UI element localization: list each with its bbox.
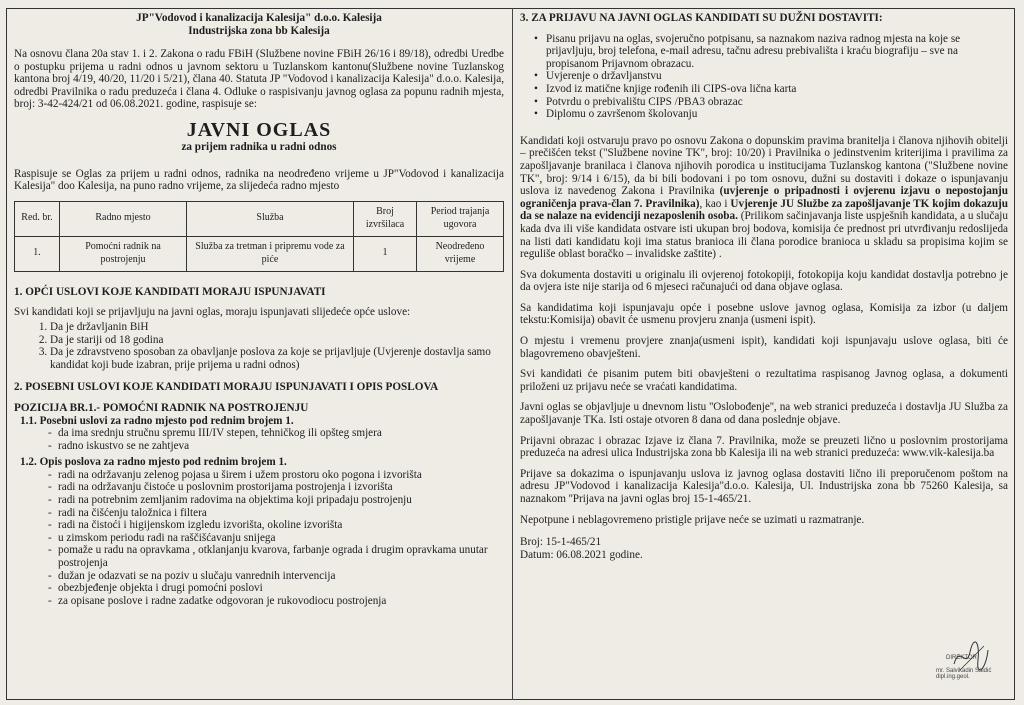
- list-item: - dužan je odazvati se na poziv u slučaju vanrednih intervencija: [58, 570, 504, 583]
- list-item: - obezbjeđenje objekta i drugi pomoćni poslovi: [58, 582, 504, 595]
- documents-paragraph: Sva dokumenta dostaviti u originalu ili ovjerenoj fotokopiji, fotokopija koju kandidat dostavlja potrebno je da ovjera iste nije starija od 6 mjeseci računajući od dana objave oglasa.: [520, 268, 1008, 294]
- required-documents-list: [520, 33, 1008, 121]
- table-cell: 1.: [15, 236, 60, 271]
- list-item: • Diplomu o završenom školovanju: [546, 108, 1008, 121]
- veterans-text-a: Kandidati koji ostvaruju pravo po osnovu Zakona o dopunskim pravima branitelja i članova njihovih obitelji – prečišćen tekst ("Službene novine TK", broj: 10/20) i Pravilnika o jedinstvenim kriterijima i pravilima za zapošljavanje branilaca i članova njihovih porodica u institucijama Tuzlanskog kantona ("Službene novine TK", broj: 9/14 i 6/15), da bi bili bodovani i po tom osnovu, dužni su dostaviti i dokaze o ispunjavanju uslova iz navedenog Zakona i Pravilnika: [520, 134, 1008, 198]
- table-header-cell: Broj izvršilaca: [354, 201, 417, 236]
- page-title: JAVNI OGLAS: [186, 118, 332, 141]
- form-paragraph: Prijavni obrazac i obrazac Izjave iz člana 7. Pravilnika, može se preuzeti lično u poslovnim prostorijama preduzeća na adresi ulica Industrijska zona bb Kalesija ili na web stranici preduzeća: www.vik-kalesija.ba: [520, 434, 1008, 460]
- special-conditions-list: [14, 427, 504, 452]
- announce-paragraph: Raspisuje se Oglas za prijem u radni odnos, radnika na neodređeno vrijeme u JP"Vodovod i kanalizacija Kalesija" doo Kalesija, na puno radno vrijeme, za slijedeća radno mjesto: [14, 167, 504, 193]
- position-table: [14, 201, 504, 272]
- table-header-row: [15, 201, 504, 236]
- position-title: POZICIJA BR.1.- POMOĆNI RADNIK NA POSTROJENJU: [14, 401, 309, 414]
- table-cell: Neodređeno vrijeme: [417, 236, 504, 271]
- table-cell: Služba za tretman i pripremu vode za piće: [187, 236, 354, 271]
- subsection-1-1-title: 1.1. Posebni uslovi za radno mjesto pod rednim brojem 1.: [20, 414, 294, 427]
- veterans-text-e: (Prilikom sačinjavanja liste uspješnih kandidata, a u slučaju kada dva ili više kandidata ostvare isti ukupan broj bodova, komisija će prednost pri utvrđivanju redoslijeda na listi dati kandidatu koji ima status branioca ili člana porodice branioca u skladu sa propisima kojim se reguliše oblast boračko – invalidske zaštite) .: [520, 210, 1008, 261]
- company-address: Industrijska zona bb Kalesija: [188, 25, 330, 37]
- list-item: - da ima srednju stručnu spremu III/IV stepen, tehničkog ili opšteg smjera: [58, 427, 504, 440]
- table-row: [15, 236, 504, 271]
- page-subtitle: za prijem radnika u radni odnos: [181, 140, 337, 153]
- list-item: - pomaže u radu na opravkama , otklanjanju kvarova, farbanje ograda i drugim opravkama unutar postrojenja: [58, 544, 504, 569]
- list-item: • Pisanu prijavu na oglas, svojeručno potpisanu, sa naznakom naziva radnog mjesta na koje se prijavljuju, broj telefona, e-mail adresu, tačnu adresu prebivališta i kraću biografiju – sve na propisanom Prijavnom obrazacu.: [546, 33, 1008, 71]
- commission-paragraph: Sa kandidatima koji ispunjavaju opće i posebne uslove javnog oglasa, Komisija za izbor (u daljem tekstu:Komisija) obavit će usmenu provjeru znanja (usmeni ispit).: [520, 301, 1008, 327]
- list-item: 1. Da je državljanin BiH: [50, 321, 504, 334]
- right-column: [520, 12, 1008, 561]
- list-item: - radi na održavanju čistoće u poslovnim prostorijama postrojenja i izvorišta: [58, 481, 504, 494]
- veterans-text-b: (uvjerenje o pripadnosti i ovjerenu izjavu o nepostojanju ograničenja prava-član 7. Pravilnika): [520, 185, 1008, 210]
- subsection-1-2-title: 1.2. Opis poslova za radno mjesto pod rednim brojem 1.: [20, 456, 287, 469]
- veterans-text-c: , kao i: [699, 197, 731, 210]
- veterans-paragraph: [520, 135, 1008, 261]
- table-cell: Pomoćni radnik na postrojenju: [60, 236, 187, 271]
- document-number: Broj: 15-1-465/21: [520, 536, 602, 549]
- signature-title: DIREKTOR: [946, 655, 977, 661]
- section-2-title: 2. POSEBNI USLOVI KOJE KANDIDATI MORAJU ISPUNJAVATI I OPIS POSLOVA: [14, 381, 439, 394]
- table-cell: 1: [354, 236, 417, 271]
- section-3-title: 3. ZA PRIJAVU NA JAVNI OGLAS KANDIDATI SU DUŽNI DOSTAVITI:: [520, 12, 883, 24]
- list-item: - u zimskom periodu radi na raščišćavanju snijega: [58, 532, 504, 545]
- column-divider: [512, 8, 513, 700]
- table-header-cell: Period trajanja ugovora: [417, 201, 504, 236]
- time-paragraph: O mjestu i vremenu provjere znanja(usmeni ispit), kandidati koji ispunjavaju uslove oglasa, biti će blagovremeno obavješteni.: [520, 335, 1008, 360]
- document-date: Datum: 06.08.2021 godine.: [520, 548, 643, 561]
- table-header-cell: Radno mjesto: [60, 201, 187, 236]
- list-item: - radno iskustvo se ne zahtjeva: [58, 440, 504, 453]
- section-1-lead: Svi kandidati koji se prijavljuju na javni oglas, moraju ispunjavati slijedeće opće uslove:: [14, 306, 411, 319]
- company-header: [14, 12, 504, 38]
- list-item: • Potvrdu o prebivalištu CIPS /PBA3 obrazac: [546, 96, 1008, 109]
- list-item: • Izvod iz matične knjige rođenih ili CIPS-ova lična karta: [546, 83, 1008, 96]
- list-item: 3. Da je zdravstveno sposoban za obavljanje poslova za koje se prijavljuje (Uvjerenje dostavlja samo kandidat koji bude izabran, prije prijema u radni odnos): [50, 346, 504, 371]
- publish-paragraph: Javni oglas se objavljuje u dnevnom listu ''Oslobođenje'', na web stranici preduzeća i dostavlja JU Služba za zapošljavanje TKa. Isti ostaje otvoren 8 dana od dana poslednje objave.: [520, 401, 1008, 427]
- table-header-cell: Red. br.: [15, 201, 60, 236]
- list-item: - radi na čistoći i higijenskom izgledu izvorišta, okoline izvorišta: [58, 519, 504, 532]
- left-column: [14, 12, 504, 611]
- job-description-list: [14, 469, 504, 608]
- list-item: - za opisane poslove i radne zadatke odgovoran je rukovodiocu postrojenja: [58, 595, 504, 608]
- incomplete-paragraph: Nepotpune i neblagovremeno pristigle prijave neće se uzimati u razmatranje.: [520, 513, 865, 526]
- submit-paragraph: Prijave sa dokazima o ispunjavanju uslova iz javnog oglasa dostaviti lično ili preporučenom poštom na adresu JP"Vodovod i kanalizacija Kalesija"d.o.o. Kalesija, Ul. Industrijska zona bb 75260 Kalesija, sa naznakom ''Prijava na javni oglas broj 15-1-465/21.: [520, 467, 1008, 505]
- section-1-title: 1. OPĆI USLOVI KOJE KANDIDATI MORAJU ISPUNJAVATI: [14, 285, 326, 298]
- table-header-cell: Služba: [187, 201, 354, 236]
- intro-paragraph: Na osnovu člana 20a stav 1. i 2. Zakona o radu FBiH (Službene novine FBiH 26/16 i 89/18), odredbi Uredbe o postupku prijema u radni odnos u javnom sektoru u Tuzlanskom kantonu(Službene novine Tuzlanskog kantona broj 4/19, 40/20, 11/20 i 5/21), člana 40. Statuta JP "Vodovod i kanalizacija Kalesija" d.o.o. Kalesija, odredbi Pravilnika o radu preduzeća i člana 4. Odluke o raspisivanju javnog oglasa za popunu radnih mjesta, broj: 3-42-424/21 od 06.08.2021. godine, raspisuje se:: [14, 48, 504, 111]
- signature-name: mr. Salvikadin Saidić dipl.ing.geol.: [936, 668, 992, 680]
- list-item: 2. Da je stariji od 18 godina: [50, 334, 504, 347]
- document-footer: [520, 536, 1008, 561]
- list-item: - radi na održavanju zelenog pojasa u širem i užem prostoru oko pogona i izvorišta: [58, 469, 504, 482]
- list-item: • Uvjerenje o državljanstvu: [546, 70, 1008, 83]
- list-item: - radi na čišćenju taložnica i filtera: [58, 507, 504, 520]
- company-name: JP"Vodovod i kanalizacija Kalesija" d.o.o. Kalesija: [136, 12, 382, 24]
- veterans-text-d: Uvjerenje JU Službe za zapošljavanje TK kojim dokazuju da se nalaze na evidenciji nezaposlenih osoba.: [520, 197, 1008, 223]
- general-conditions-list: [14, 321, 504, 371]
- list-item: - radi na potrebnim zemljanim radovima na objektima koji pripadaju postrojenju: [58, 494, 504, 507]
- results-paragraph: Svi kandidati će pisanim putem biti obavješteni o rezultatima raspisanog Javnog oglasa, a dokumenti priloženi uz prijavu neće se vraćati kandidatima.: [520, 368, 1008, 393]
